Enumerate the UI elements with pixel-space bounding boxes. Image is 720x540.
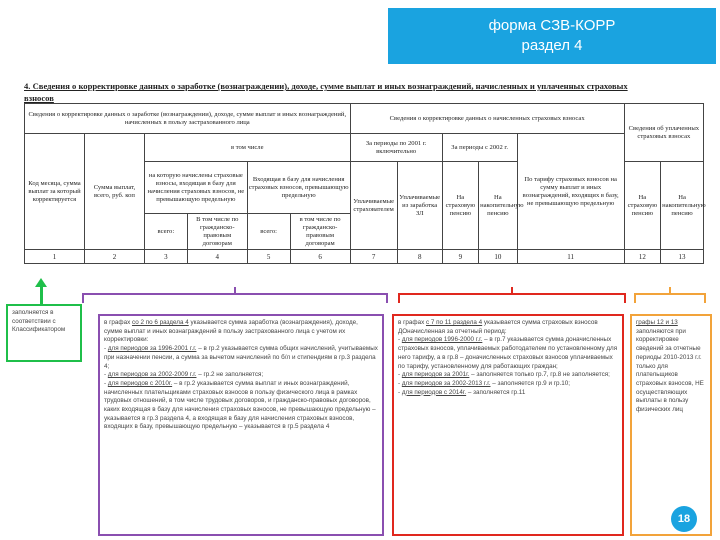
- header-total-3: всего:: [144, 214, 187, 250]
- header-funded-pension-2: На накопительную пенсию: [661, 162, 704, 250]
- section-name: раздел 4: [521, 37, 583, 54]
- note-item: - для периодов с 2010г. – в гр.2 указывается сумма выплат и иных вознаграждений, начисленных плательщиками страховых взносов в пользу физического лица в рамках трудовых отношений, в том числе трудовых договоров, и гражданско-правовых договоров, каких входящая в базу для начисления страховых взносов, не превышающую предельную – указывается в гр.3 раздела 4, а входящая в базу для начисления страховых взносов, входящих в базу, превышающую предельную – указывается в гр.5 раздела 4: [104, 379, 376, 431]
- section-title: [24, 80, 704, 104]
- col-number: 7: [350, 250, 397, 264]
- header-month-code: Код месяца, сумма выплат за который корректируется: [25, 134, 85, 250]
- header-civil-contracts: В том числе по гражданско-правовым договорам: [187, 214, 247, 250]
- col-number: 5: [247, 250, 290, 264]
- header-exceeding: Входящая в базу для начисления страховых взносов, превышающую предельную: [247, 162, 350, 214]
- note-item: - для периодов за 2002-2009 г.г. – гр.2 не заполняется;: [104, 371, 264, 379]
- slide-title-banner: [388, 8, 716, 64]
- note-intro: в графах со 2 по 6 раздела 4 указывается сумма заработка (вознаграждения), доходе, сумме выплат и иных вознаграждений в пользу застрахованного лица с учетом их корректировки:: [104, 319, 358, 344]
- col-number: 2: [84, 250, 144, 264]
- note-item: - для периодов 1996-2000 г.г. – в гр.7 указывается сумма доначисленных страховых взносов, уплачиваемых работодателем по установленному для него тарифу, а в гр.8 – доначисленных страховых взносов уплачиваемых по тарифу, установленному для работающих граждан;: [398, 336, 618, 370]
- col-number: 13: [661, 250, 704, 264]
- header-contributions: Сведения о корректировке данных о начисленных страховых взносах: [350, 104, 624, 134]
- header-insurance-pension-2: На страховую пенсию: [624, 162, 660, 250]
- note-item: - для периодов за 1996-2001 г.г. – в гр.2 указывается сумма общих начислений, учитываемых при назначении пенсии, а сумма за вычетом начислений по б/л и стипендиям в гр.3 раздела 4;: [104, 345, 378, 370]
- red-bracket-tick: [511, 287, 513, 295]
- header-paid-from-salary: Уплачиваемые из заработка ЗЛ: [397, 162, 442, 250]
- header-including: в том числе: [144, 134, 350, 162]
- header-payment-total: Сумма выплат, всего, руб. коп: [84, 134, 144, 250]
- col-number: 3: [144, 250, 187, 264]
- arrow-up-icon: [35, 278, 47, 287]
- correction-form-table: [24, 103, 704, 264]
- header-paid: Сведения об уплаченных страховых взносах: [624, 104, 703, 162]
- purple-bracket-tick: [234, 287, 236, 295]
- col-number: 12: [624, 250, 660, 264]
- header-insurance-pension: На страховую пенсию: [442, 162, 478, 250]
- section-title-line1: 4. Сведения о корректировке данных о заработке (вознаграждении), доходе, сумме выплат и иных вознаграждений, начисленных и уплаченных страховых: [24, 81, 628, 91]
- note-column-1: [6, 304, 82, 362]
- column-1-arrow: [40, 284, 43, 304]
- header-not-exceeding: на которую начислены страховые взносы, входящая в базу для начисления страховых взносов, не превышающую предельную: [144, 162, 247, 214]
- section-title-line2: взносов: [24, 93, 54, 103]
- note-text: графы 12 и 13 заполняются при корректировке сведений за отчетные периоды 2010-2013 г.г. только для плательщиков страховых взносов, НЕ осуществляющих выплаты в пользу физических лиц: [636, 319, 704, 414]
- note-intro: в графах с 7 по 11 раздела 4 указывается сумма страховых взносов ДОначисленная за отчетный период:: [398, 319, 598, 335]
- header-total-5: всего:: [247, 214, 290, 250]
- note-columns-7-11: [392, 314, 624, 536]
- note-item: - для периодов за 2001г. – заполняется только гр.7, гр.8 не заполняется;: [398, 371, 610, 379]
- col-number: 1: [25, 250, 85, 264]
- header-earnings: Сведения о корректировке данных о заработке (вознаграждении), доходе, сумме выплат и иных вознаграждений, начисленных в пользу застрахованного лица: [25, 104, 351, 134]
- note-columns-12-13: [630, 314, 712, 536]
- header-period-2001: За периоды по 2001 г. включительно: [350, 134, 442, 162]
- header-civil-contracts-2: в том числе по гражданско-правовым договорам: [290, 214, 350, 250]
- note-item: - для периодов с 2014г. – заполняется гр.11: [398, 388, 526, 396]
- form-name: форма СЗВ-КОРР: [488, 17, 616, 34]
- header-tariff: По тарифу страховых взносов на сумму выплат и иных вознаграждений, входящих в базу, не превышающую предельную: [517, 134, 624, 250]
- page-number-badge: 18: [671, 506, 697, 532]
- header-period-2002: За периоды с 2002 г.: [442, 134, 517, 162]
- col-number: 6: [290, 250, 350, 264]
- note-column-1-text: заполняется в соответствии с Классификатором: [12, 309, 66, 334]
- orange-bracket-tick: [669, 287, 671, 295]
- note-item: - для периодов за 2002-2013 г.г. – заполняется гр.9 и гр.10;: [398, 379, 571, 387]
- header-funded-pension: На накопительную пенсию: [479, 162, 518, 250]
- col-number: 9: [442, 250, 478, 264]
- col-number: 11: [517, 250, 624, 264]
- header-paid-by-insurer: Уплачиваемые страхователем: [350, 162, 397, 250]
- col-number: 8: [397, 250, 442, 264]
- note-columns-2-6: [98, 314, 384, 536]
- col-number: 4: [187, 250, 247, 264]
- col-number: 10: [479, 250, 518, 264]
